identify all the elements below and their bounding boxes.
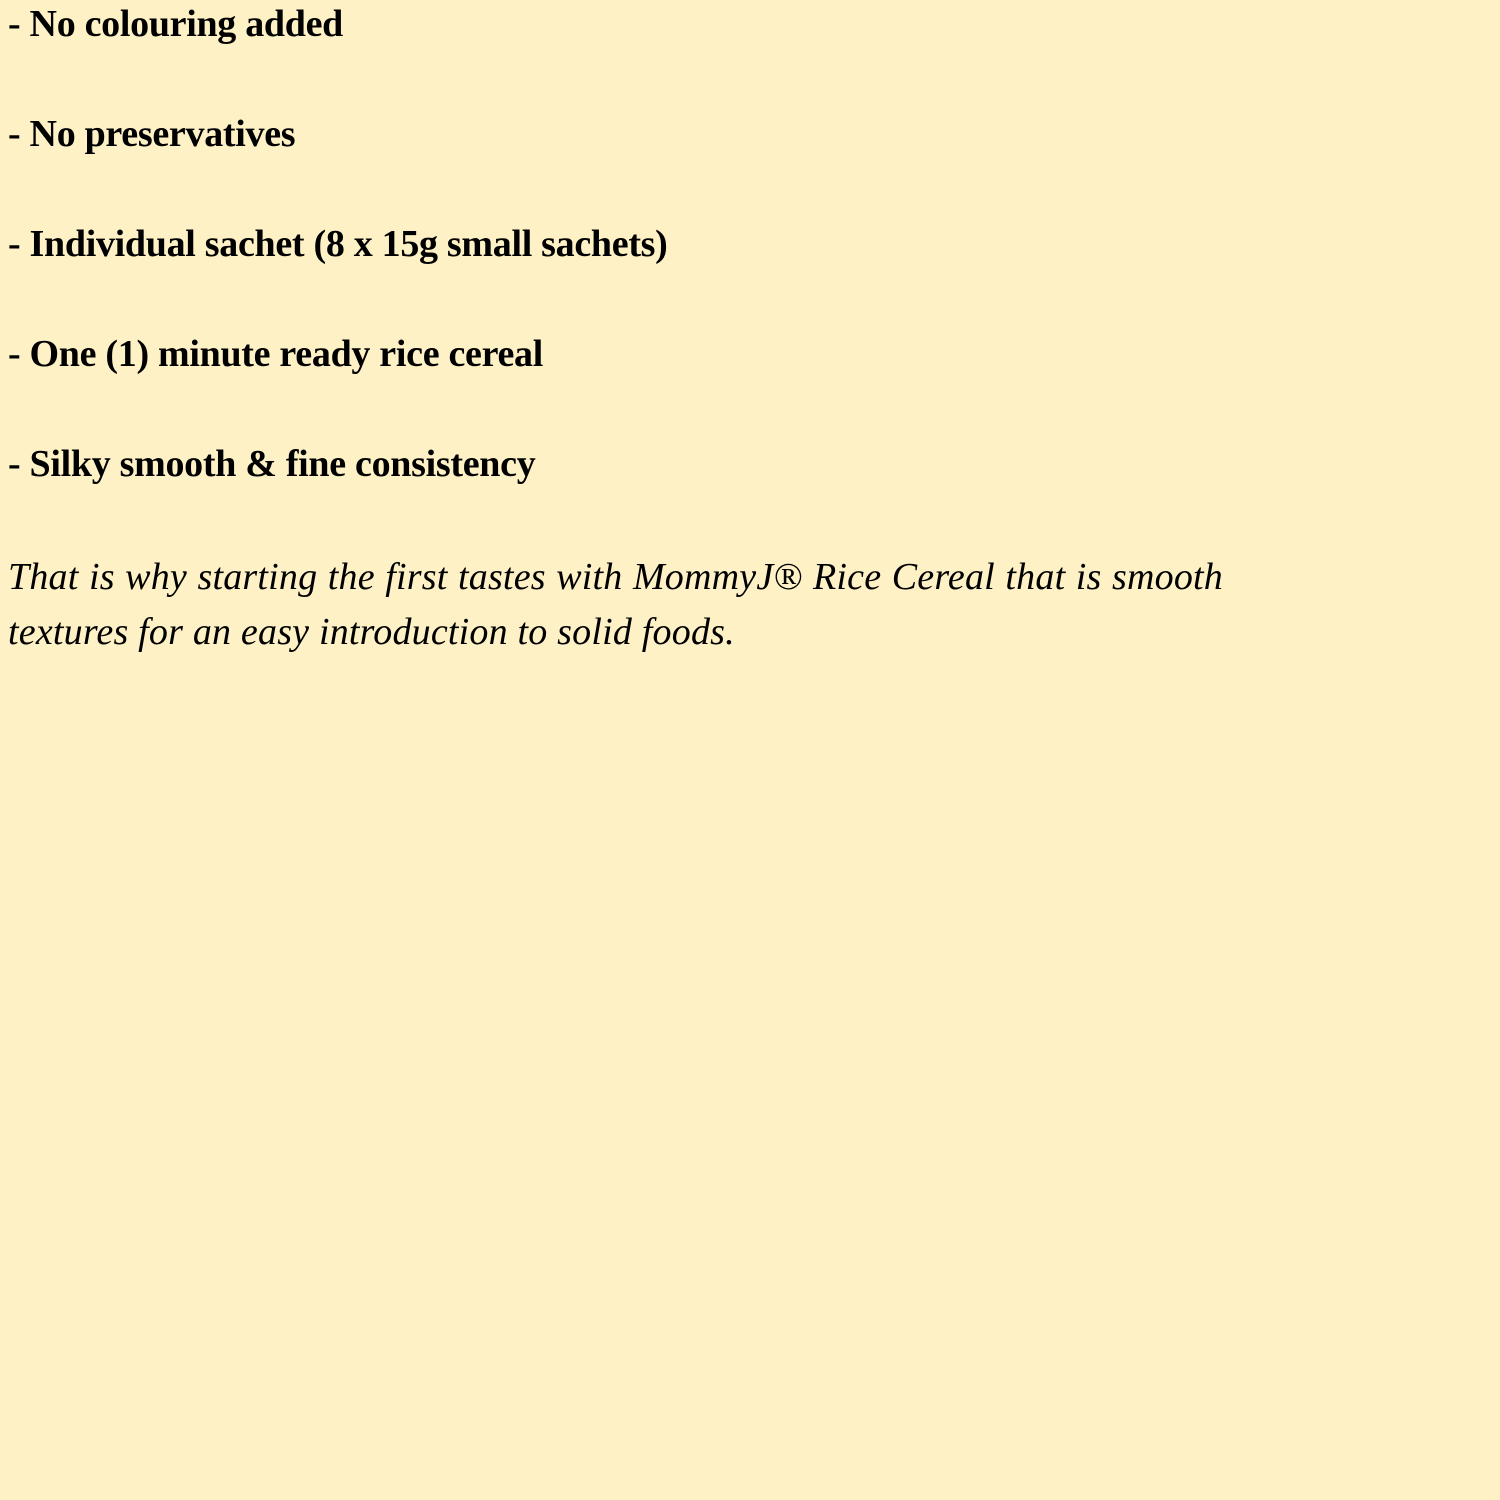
tagline-paragraph: That is why starting the first tastes with MommyJ® Rice Cereal that is smooth textures for an easy introduction to solid foods. [8, 556, 1223, 653]
feature-list [8, 0, 668, 550]
feature-one-minute-ready: - One (1) minute ready rice cereal [8, 333, 543, 375]
feature-no-preservatives: - No preservatives [8, 113, 296, 155]
feature-no-colouring: - No colouring added [8, 3, 343, 45]
feature-individual-sachet: - Individual sachet (8 x 15g small sachets) [8, 223, 668, 265]
feature-silky-smooth: - Silky smooth & fine consistency [8, 443, 536, 485]
